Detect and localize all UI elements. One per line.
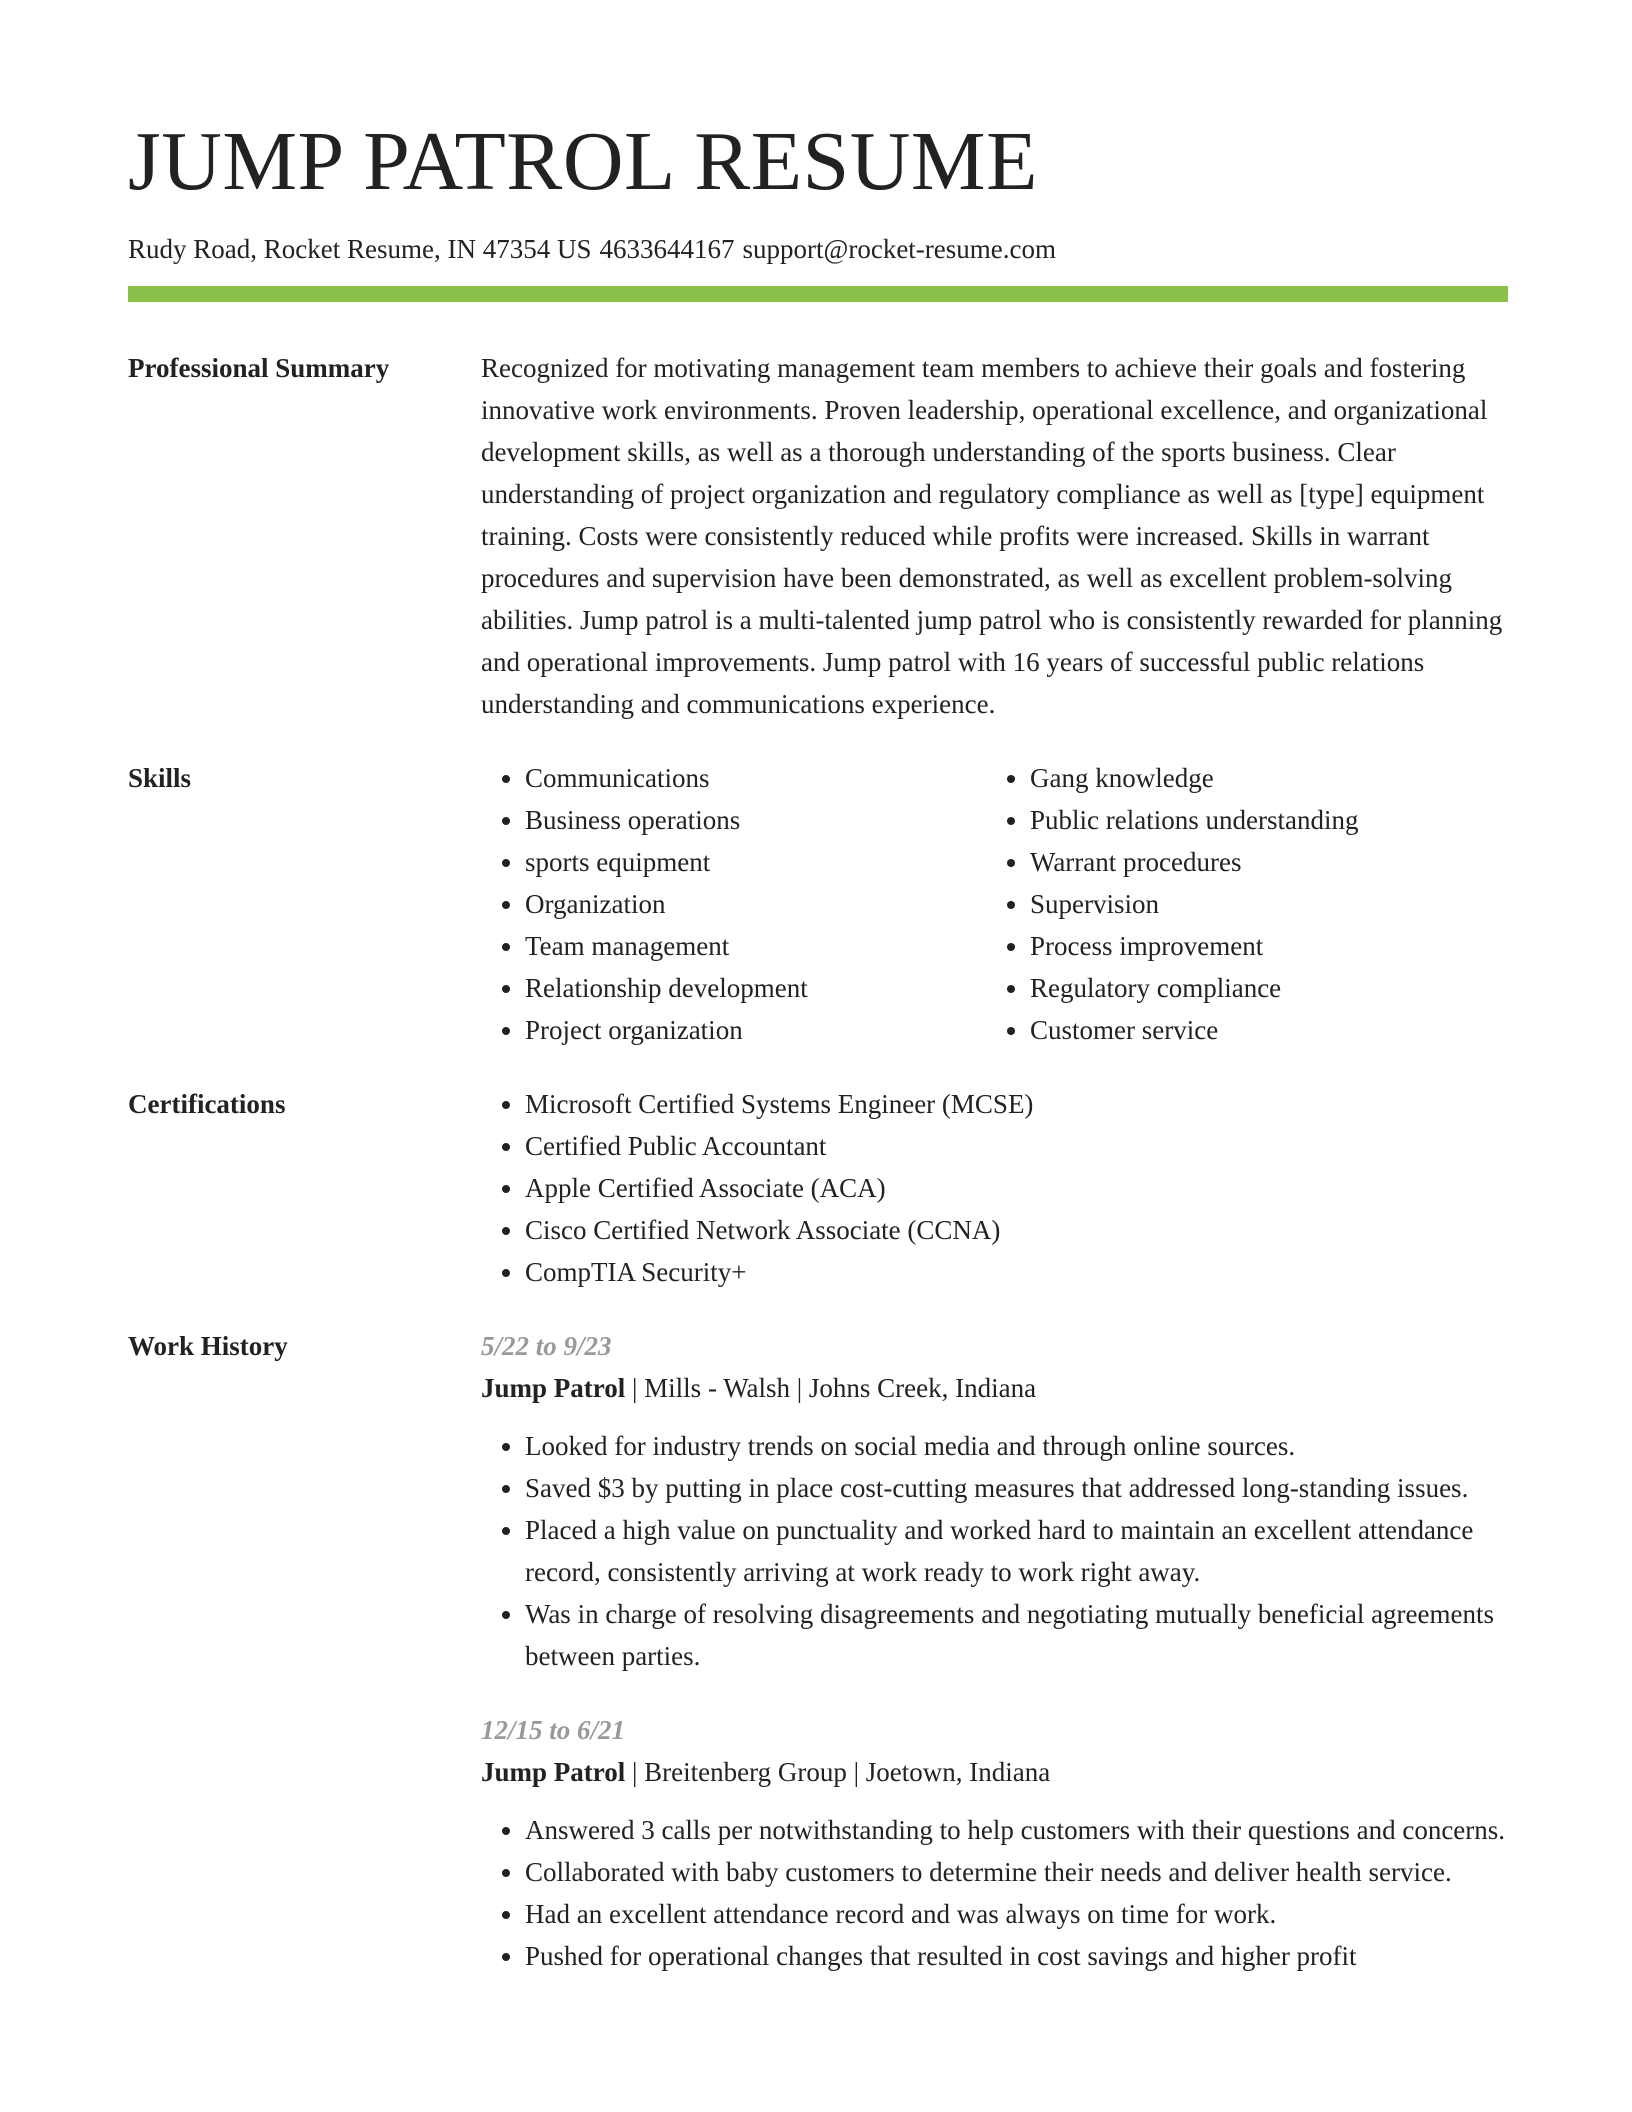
certification-item: • Apple Certified Associate (ACA) — [525, 1167, 1511, 1209]
job-bullet: • Answered 3 calls per notwithstanding to help customers with their questions and concerns. — [525, 1809, 1511, 1851]
summary-body — [481, 347, 1511, 725]
certifications-body — [481, 1083, 1511, 1293]
job-bullet: • Was in charge of resolving disagreements and negotiating mutually beneficial agreements between parties. — [525, 1593, 1511, 1677]
job-title: Jump Patrol — [481, 1757, 626, 1787]
skills-body — [481, 757, 1511, 1051]
job-bullet: • Had an excellent attendance record and was always on time for work. — [525, 1893, 1511, 1935]
skills-label: Skills — [128, 763, 192, 793]
skill-item: • Organization — [525, 883, 986, 925]
skill-item: • Public relations understanding — [1030, 799, 1491, 841]
job-employer-location: | Breitenberg Group | Joetown, Indiana — [625, 1757, 1051, 1787]
skill-item: • Regulatory compliance — [1030, 967, 1491, 1009]
job-entry — [481, 1325, 1511, 1677]
job-bullet: • Saved $3 by putting in place cost-cutting measures that addressed long-standing issues. — [525, 1467, 1511, 1509]
header-divider — [128, 286, 1508, 302]
skill-item: • Gang knowledge — [1030, 757, 1491, 799]
job-bullets — [481, 1809, 1511, 1977]
certification-item: • Certified Public Accountant — [525, 1125, 1511, 1167]
job-entry — [481, 1709, 1511, 1977]
skills-list-left — [481, 757, 986, 1051]
job-dates: 5/22 to 9/23 — [481, 1331, 612, 1361]
certification-item: • Microsoft Certified Systems Engineer (MCSE) — [525, 1083, 1511, 1125]
skill-item: • Project organization — [525, 1009, 986, 1051]
contact-email: support@rocket-resume.com — [742, 234, 1057, 264]
certification-item: • Cisco Certified Network Associate (CCNA) — [525, 1209, 1511, 1251]
skill-item: • Process improvement — [1030, 925, 1491, 967]
contact-address: Rudy Road, Rocket Resume, IN 47354 US — [128, 234, 592, 264]
certifications-label: Certifications — [128, 1089, 286, 1119]
job-bullet: • Pushed for operational changes that resulted in cost savings and higher profit — [525, 1935, 1511, 1977]
summary-label: Professional Summary — [128, 353, 390, 383]
job-bullets — [481, 1425, 1511, 1677]
resume-title: JUMP PATROL RESUME — [128, 115, 1038, 208]
summary-text: Recognized for motivating management team members to achieve their goals and fostering innovative work environments. Proven leadership, operational excellence, and organizational development skills, as well as a thorough understanding of the sports business. Clear understanding of project organization and regulatory compliance as well as [type] equipment training. Costs were consistently reduced while profits were increased. Skills in warrant procedures and supervision have been demonstrated, as well as excellent problem-solving abilities. Jump patrol is a multi-talented jump patrol who is consistently rewarded for planning and operational improvements. Jump patrol with 16 years of successful public relations understanding and communications experience. — [481, 353, 1503, 719]
skill-item: • sports equipment — [525, 841, 986, 883]
job-dates: 12/15 to 6/21 — [481, 1715, 626, 1745]
skills-columns — [481, 757, 1511, 1051]
contact-line — [128, 233, 1056, 265]
work-history-label: Work History — [128, 1331, 288, 1361]
skill-item: • Team management — [525, 925, 986, 967]
job-bullet: • Collaborated with baby customers to determine their needs and deliver health service. — [525, 1851, 1511, 1893]
certification-item: • CompTIA Security+ — [525, 1251, 1511, 1293]
skill-item: • Relationship development — [525, 967, 986, 1009]
work-history-body — [481, 1325, 1511, 2009]
skill-item: • Communications — [525, 757, 986, 799]
job-title: Jump Patrol — [481, 1373, 626, 1403]
job-bullet: • Looked for industry trends on social media and through online sources. — [525, 1425, 1511, 1467]
certifications-list — [481, 1083, 1511, 1293]
job-heading — [481, 1751, 1511, 1793]
skills-list-right — [986, 757, 1491, 1051]
job-heading — [481, 1367, 1511, 1409]
job-employer-location: | Mills - Walsh | Johns Creek, Indiana — [625, 1373, 1037, 1403]
skill-item: • Customer service — [1030, 1009, 1491, 1051]
skill-item: • Business operations — [525, 799, 986, 841]
skill-item: • Warrant procedures — [1030, 841, 1491, 883]
job-bullet: • Placed a high value on punctuality and worked hard to maintain an excellent attendance record, consistently arriving at work ready to work right away. — [525, 1509, 1511, 1593]
contact-phone: 4633644167 — [599, 234, 735, 264]
skill-item: • Supervision — [1030, 883, 1491, 925]
